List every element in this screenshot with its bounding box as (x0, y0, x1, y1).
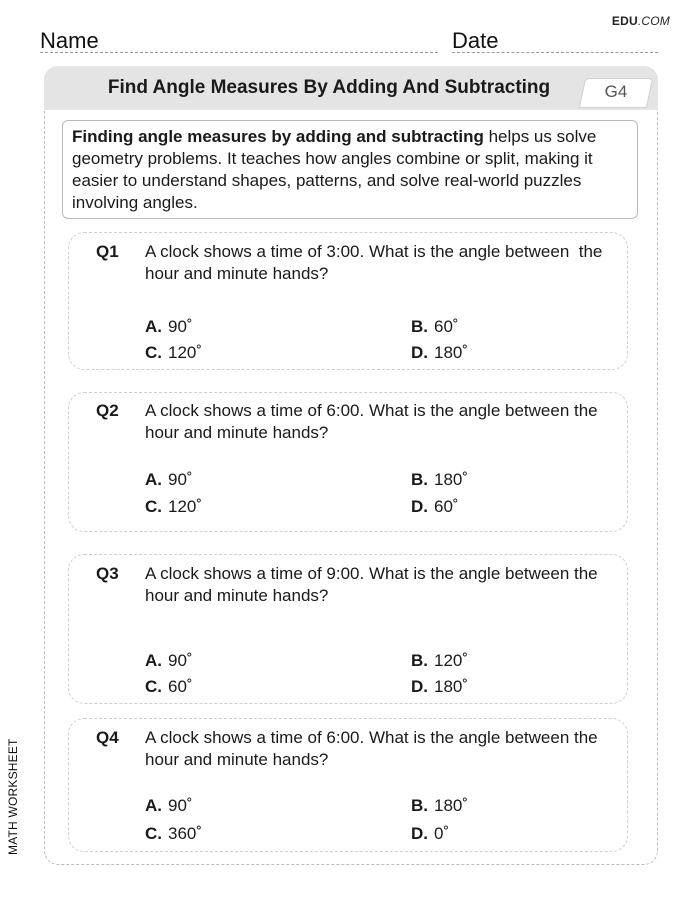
brand-logo-suffix: .COM (637, 14, 670, 28)
option-a[interactable] (145, 651, 193, 671)
option-value: 90˚ (168, 651, 193, 670)
side-label: MATH WORKSHEET (6, 738, 20, 855)
option-letter: A. (145, 317, 162, 336)
option-letter: D. (411, 677, 428, 696)
option-d[interactable] (411, 677, 468, 697)
option-letter: C. (145, 824, 162, 843)
option-value: 0˚ (434, 824, 450, 843)
option-value: 180˚ (434, 796, 469, 815)
option-d[interactable] (411, 824, 449, 844)
option-value: 180˚ (434, 470, 469, 489)
option-value: 120˚ (434, 651, 469, 670)
option-b[interactable] (411, 317, 459, 337)
option-letter: C. (145, 497, 162, 516)
option-value: 360˚ (168, 824, 203, 843)
option-value: 120˚ (168, 343, 203, 362)
question-text: A clock shows a time of 6:00. What is the angle between the hour and minute hands? (145, 728, 598, 769)
worksheet-title: Find Angle Measures By Adding And Subtracting (107, 77, 551, 98)
question-text: A clock shows a time of 3:00. What is the angle between the hour and minute hands? (145, 242, 603, 283)
option-letter: B. (411, 470, 428, 489)
option-letter: A. (145, 651, 162, 670)
option-letter: A. (145, 796, 162, 815)
option-b[interactable] (411, 796, 468, 816)
brand-logo-bold: EDU (611, 14, 638, 28)
option-letter: D. (411, 824, 428, 843)
option-value: 60˚ (168, 677, 193, 696)
option-letter: D. (411, 497, 428, 516)
option-d[interactable] (411, 343, 468, 363)
option-letter: B. (411, 651, 428, 670)
option-letter: B. (411, 317, 428, 336)
option-value: 120˚ (168, 497, 203, 516)
date-field-line[interactable] (452, 52, 658, 53)
option-letter: A. (145, 470, 162, 489)
option-letter: C. (145, 343, 162, 362)
name-label: Name (40, 28, 99, 53)
option-value: 60˚ (434, 497, 459, 516)
option-d[interactable] (411, 497, 459, 517)
question-number: Q2 (96, 401, 119, 420)
option-value: 180˚ (434, 677, 469, 696)
option-value: 90˚ (168, 317, 193, 336)
intro-bold-text: Finding angle measures by adding and subtracting (72, 127, 484, 146)
option-a[interactable] (145, 470, 193, 490)
question-text: A clock shows a time of 6:00. What is the angle between the hour and minute hands? (145, 401, 598, 442)
option-b[interactable] (411, 470, 468, 490)
date-label: Date (452, 28, 499, 53)
question-number: Q1 (96, 242, 119, 261)
option-a[interactable] (145, 317, 193, 337)
brand-logo (612, 14, 670, 28)
option-value: 60˚ (434, 317, 459, 336)
option-c[interactable] (145, 497, 202, 517)
option-c[interactable] (145, 677, 193, 697)
question-number: Q3 (96, 564, 119, 583)
option-b[interactable] (411, 651, 468, 671)
intro-text: helps us solve geometry problems. It teaches how angles combine or split, making it easier to understand shapes, patterns, and solve real-world puzzles involving angles. (72, 127, 597, 212)
grade-label: G4 (604, 82, 628, 101)
intro-box (62, 120, 638, 219)
option-letter: D. (411, 343, 428, 362)
name-field-line[interactable] (40, 52, 438, 53)
question-text: A clock shows a time of 9:00. What is the angle between the hour and minute hands? (145, 564, 598, 605)
option-value: 90˚ (168, 796, 193, 815)
option-letter: B. (411, 796, 428, 815)
option-c[interactable] (145, 824, 202, 844)
option-value: 90˚ (168, 470, 193, 489)
option-a[interactable] (145, 796, 193, 816)
option-value: 180˚ (434, 343, 469, 362)
option-c[interactable] (145, 343, 202, 363)
question-number: Q4 (96, 728, 119, 747)
option-letter: C. (145, 677, 162, 696)
